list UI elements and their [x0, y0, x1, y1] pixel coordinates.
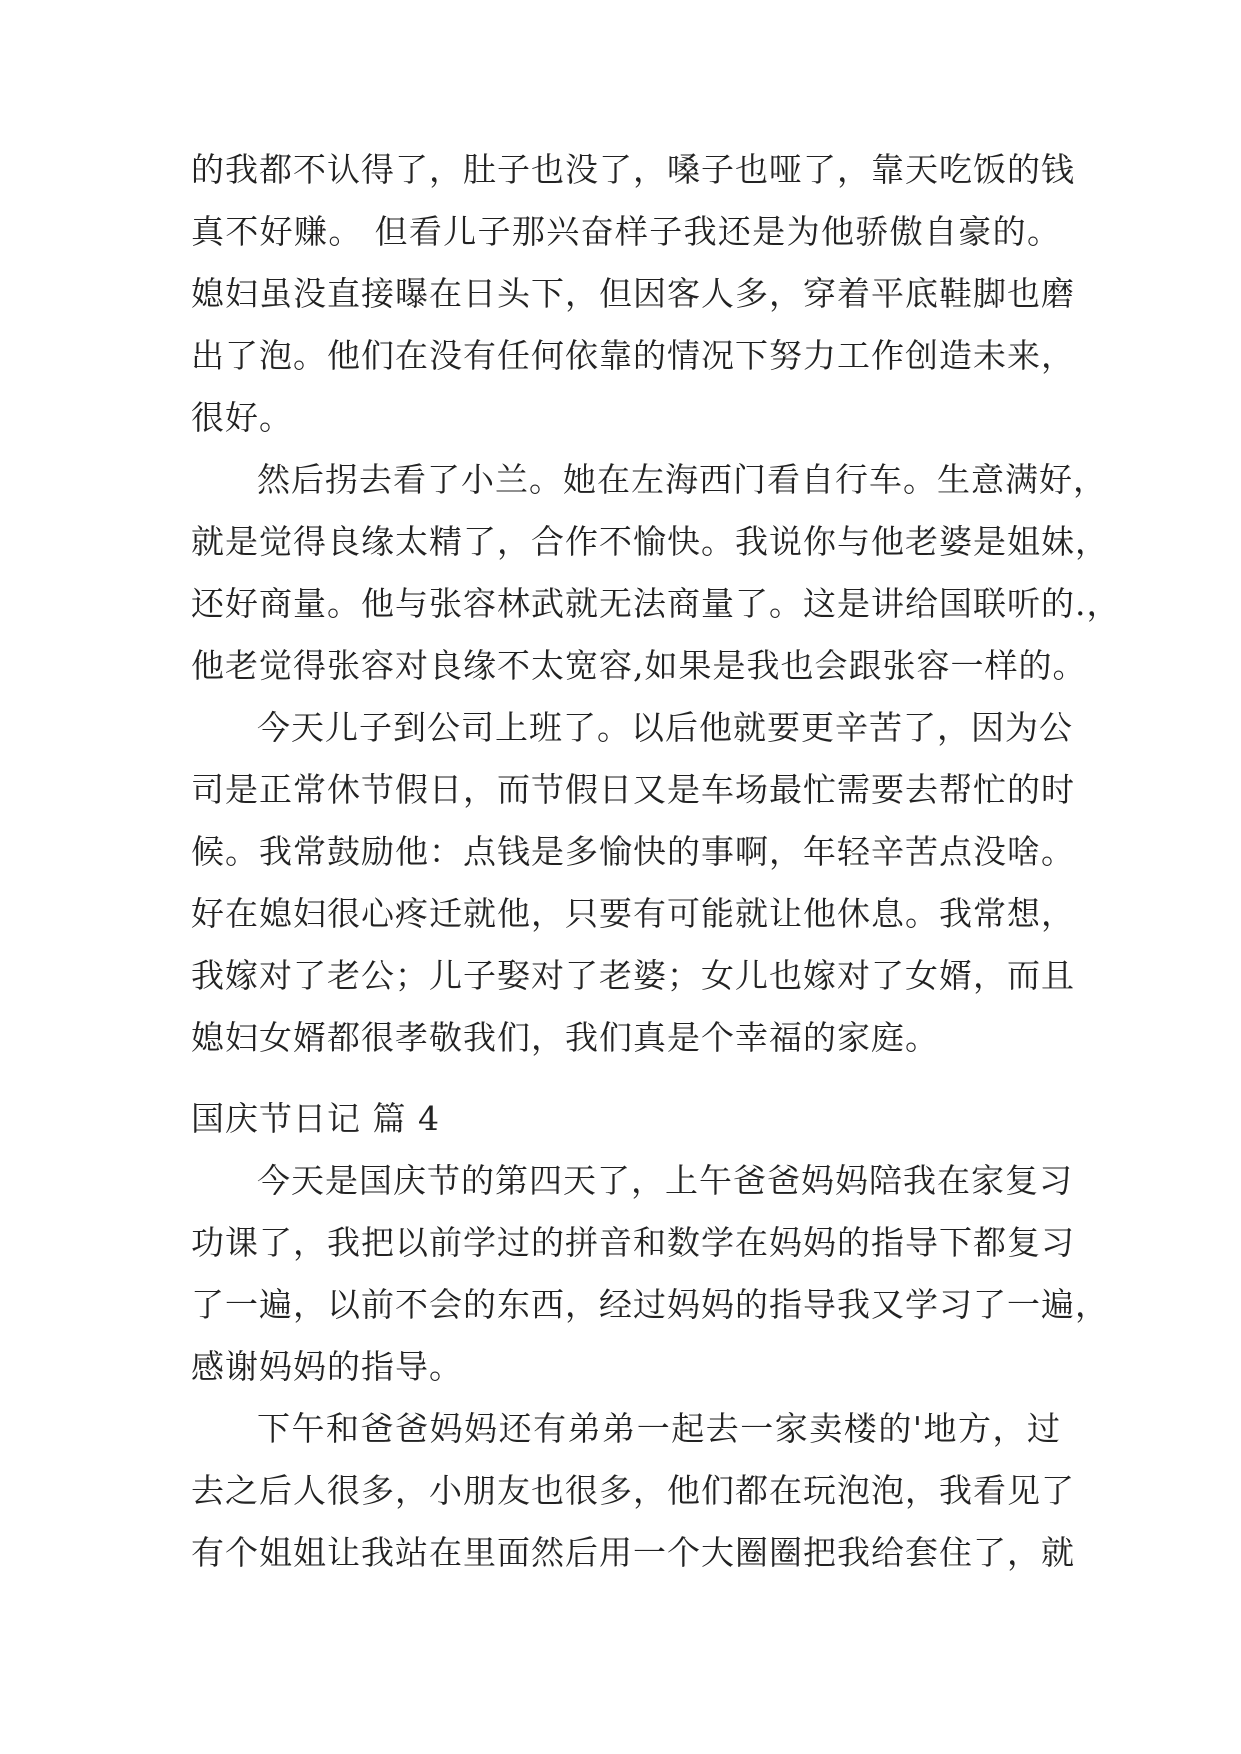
diary-body-part-1	[191, 139, 1121, 1069]
text-line: 还好商量。他与张容林武就无法商量了。这是讲给国联听的.，	[191, 584, 1121, 623]
text-line: 今天儿子到公司上班了。以后他就要更辛苦了，因为公	[257, 708, 1073, 747]
text-line: 功课了，我把以前学过的拼音和数学在妈妈的指导下都复习	[191, 1223, 1075, 1262]
section-heading-block	[191, 1088, 1061, 1150]
text-line: 了一遍，以前不会的东西，经过妈妈的指导我又学习了一遍，	[191, 1285, 1109, 1324]
text-line: 我嫁对了老公；儿子娶对了老婆；女儿也嫁对了女婿，而且	[191, 956, 1075, 995]
text-line: 他老觉得张容对良缘不太宽容,如果是我也会跟张容一样的。	[191, 646, 1087, 685]
text-line: 媳妇女婿都很孝敬我们，我们真是个幸福的家庭。	[191, 1018, 939, 1057]
text-line: 下午和爸爸妈妈还有弟弟一起去一家卖楼的'地方，过	[257, 1409, 1061, 1448]
text-line: 感谢妈妈的指导。	[191, 1347, 463, 1386]
text-line: 有个姐姐让我站在里面然后用一个大圈圈把我给套住了，就	[191, 1533, 1075, 1572]
text-line: 然后拐去看了小兰。她在左海西门看自行车。生意满好，	[257, 460, 1107, 499]
text-line: 真不好赚。 但看儿子那兴奋样子我还是为他骄傲自豪的。	[191, 212, 1061, 251]
text-line: 司是正常休节假日，而节假日又是车场最忙需要去帮忙的时	[191, 770, 1075, 809]
text-line: 很好。	[191, 398, 293, 437]
text-line: 媳妇虽没直接曝在日头下，但因客人多，穿着平底鞋脚也磨	[191, 274, 1075, 313]
text-line: 的我都不认得了，肚子也没了，嗓子也哑了，靠天吃饭的钱	[191, 150, 1075, 189]
text-line: 好在媳妇很心疼迁就他，只要有可能就让他休息。我常想，	[191, 894, 1075, 933]
text-line: 就是觉得良缘太精了，合作不愉快。我说你与他老婆是姐妹，	[191, 522, 1109, 561]
text-line: 候。我常鼓励他：点钱是多愉快的事啊，年轻辛苦点没啥。	[191, 832, 1075, 871]
text-line: 去之后人很多，小朋友也很多，他们都在玩泡泡，我看见了	[191, 1471, 1075, 1510]
section-title: 国庆节日记 篇 4	[191, 1099, 440, 1138]
text-line: 出了泡。他们在没有任何依靠的情况下努力工作创造未来，	[191, 336, 1075, 375]
text-line: 今天是国庆节的第四天了，上午爸爸妈妈陪我在家复习	[257, 1161, 1073, 1200]
diary-body-part-2	[191, 1150, 1109, 1584]
